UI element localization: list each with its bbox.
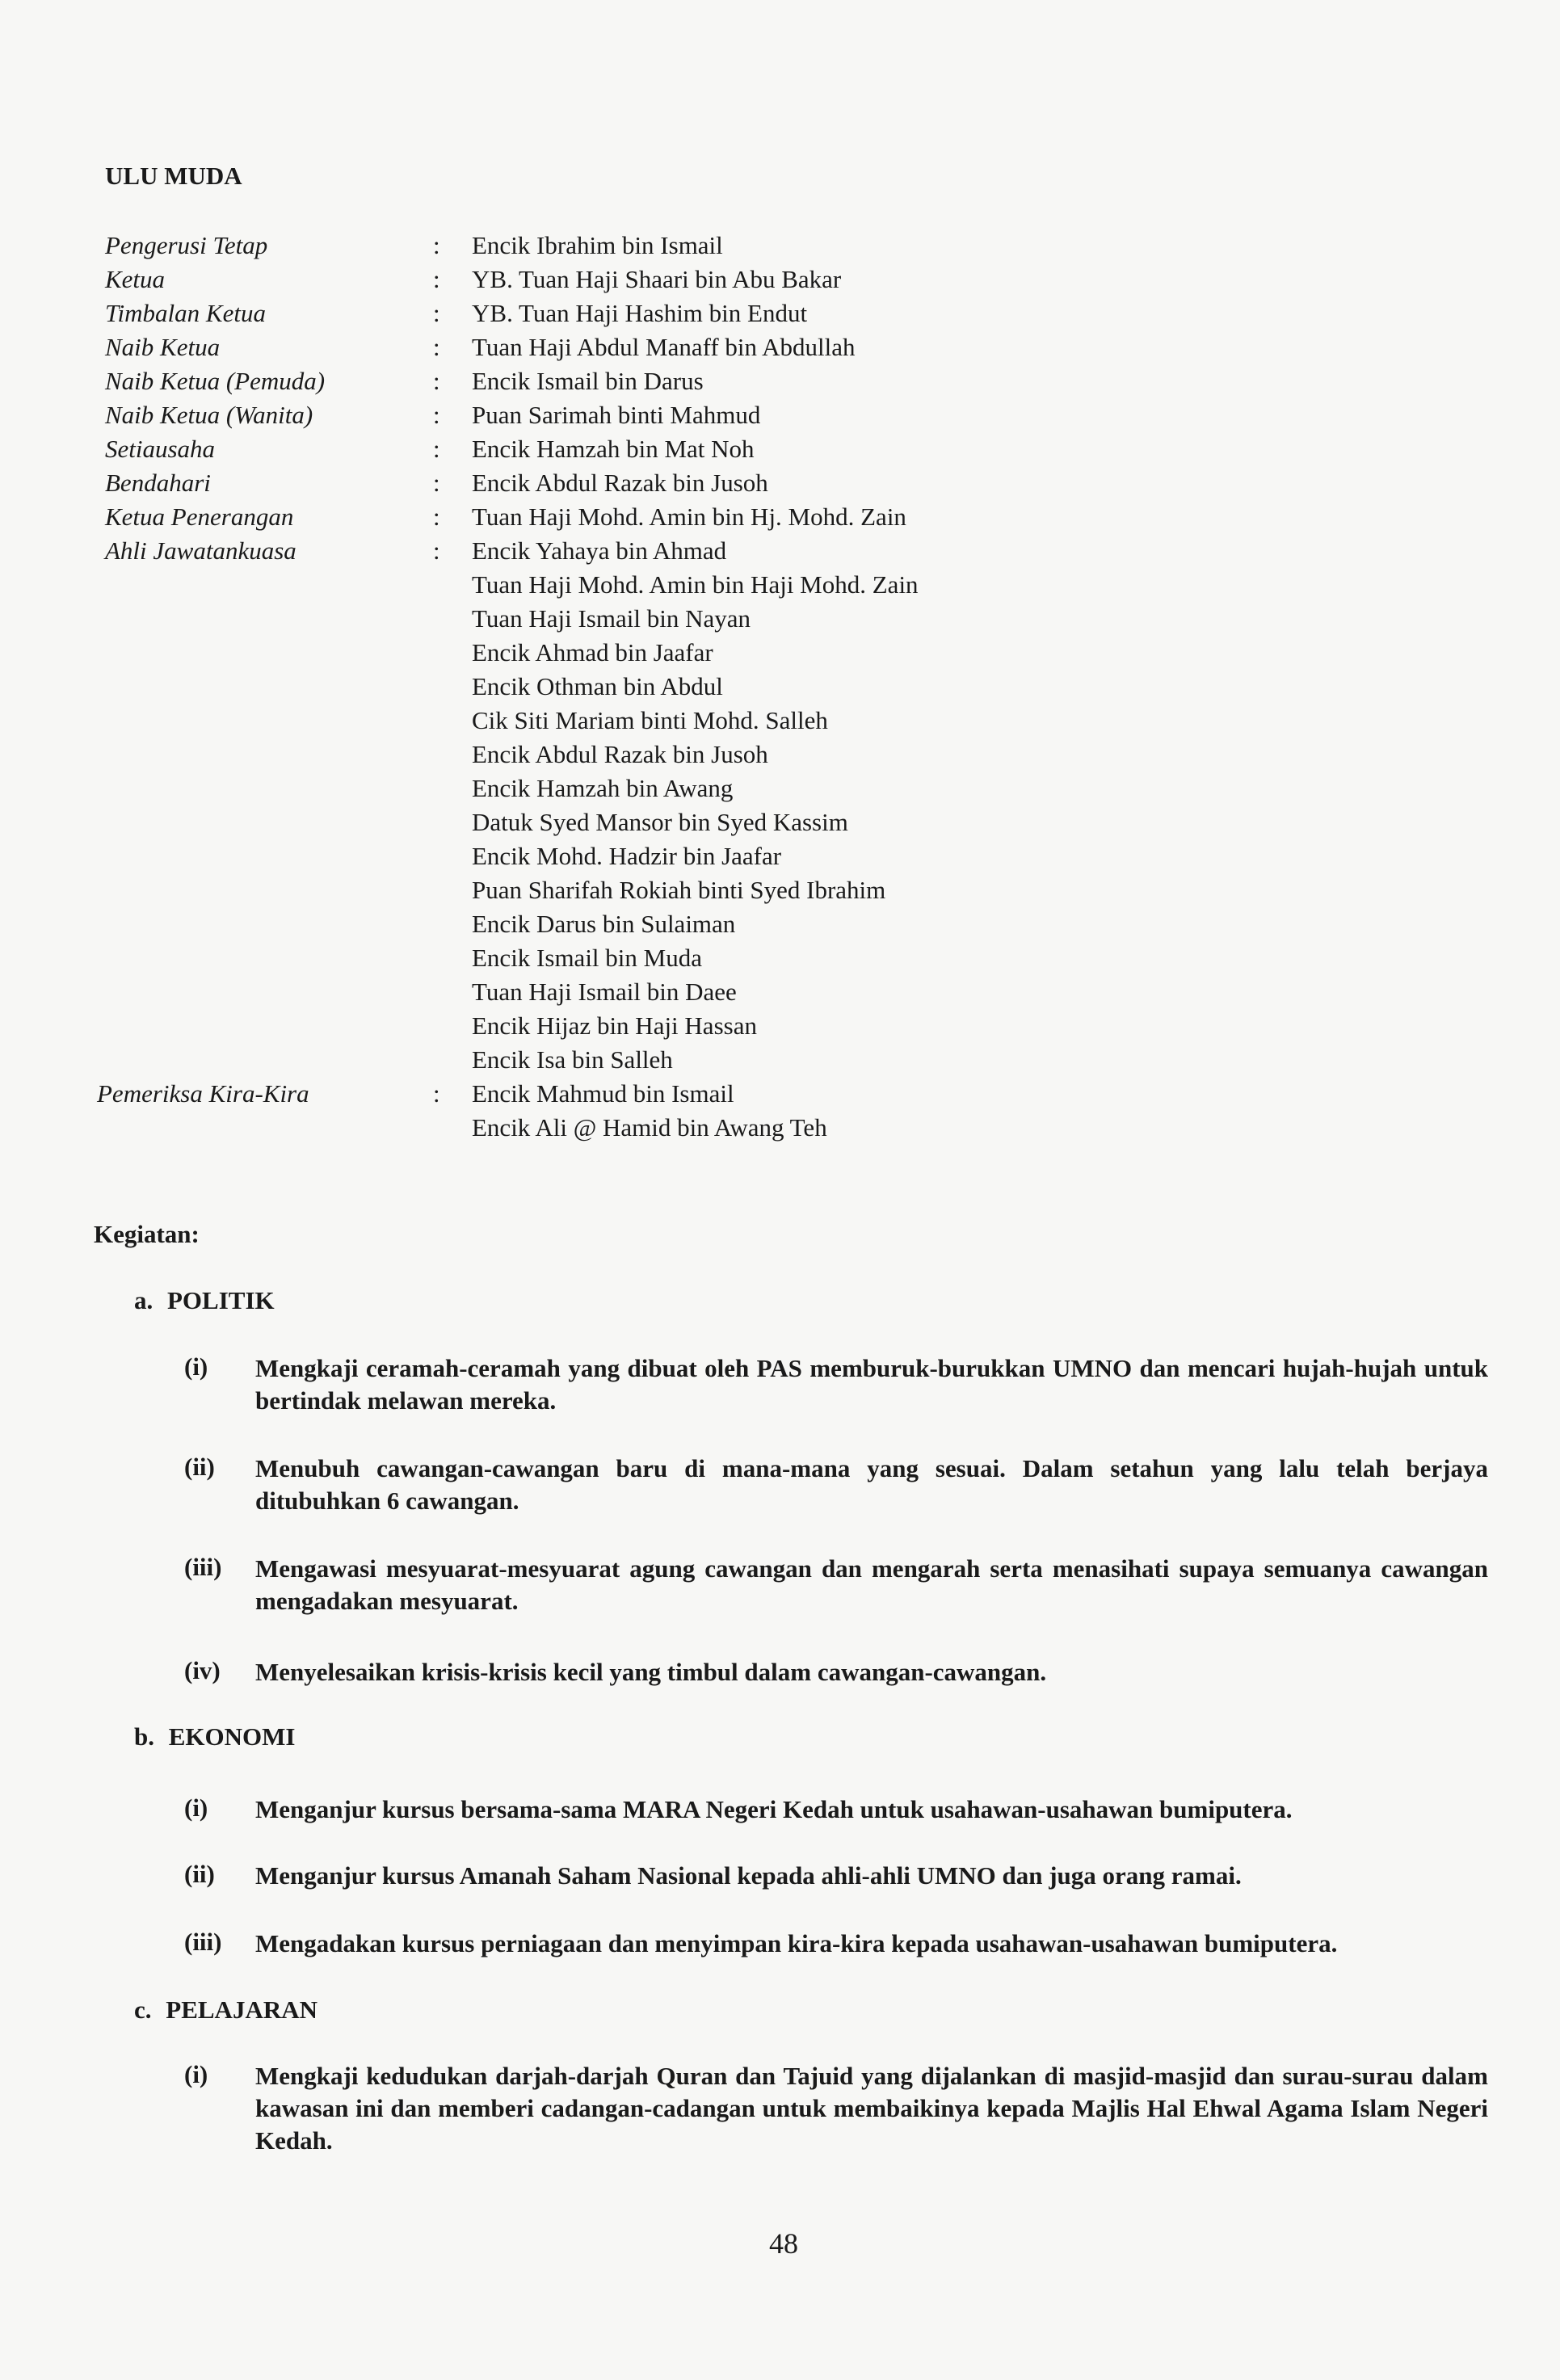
page-title: ULU MUDA (105, 162, 242, 190)
committee-row (0, 672, 1560, 706)
section-title: EKONOMI (168, 1722, 296, 1751)
item-text: Menganjur kursus Amanah Saham Nasional kepada ahli-ahli UMNO dan juga orang ramai. (255, 1861, 1242, 1890)
section-heading-pelajaran (134, 1995, 317, 2025)
member-name: Encik Hijaz bin Haji Hassan (472, 1011, 757, 1040)
item-number: (i) (184, 1352, 208, 1381)
item-number: (iii) (184, 1928, 222, 1956)
member-name: Encik Yahaya bin Ahmad (472, 536, 727, 565)
committee-row (0, 570, 1560, 604)
section-heading-ekonomi (134, 1722, 295, 1751)
committee-row (0, 944, 1560, 978)
committee-row (0, 1011, 1560, 1045)
item-text: Menganjur kursus bersama-sama MARA Negeri Kedah untuk usahawan-usahawan bumiputera. (255, 1795, 1293, 1823)
committee-row (0, 435, 1560, 469)
member-name: Encik Ibrahim bin Ismail (472, 231, 723, 259)
item-text: Mengadakan kursus perniagaan dan menyimpan kira-kira kepada usahawan-usahawan bumiputera. (255, 1929, 1338, 1957)
committee-row (0, 740, 1560, 774)
section-letter: c. (134, 1995, 152, 2024)
separator: : (433, 536, 440, 565)
member-name: Puan Sarimah binti Mahmud (472, 401, 761, 429)
committee-row (0, 401, 1560, 435)
separator: : (433, 435, 440, 463)
item-text: Mengkaji ceramah-ceramah yang dibuat oleh PAS memburuk-burukkan UMNO dan mencari hujah-hujah untuk bertindak melawan mereka. (255, 1354, 1488, 1415)
member-name: Tuan Haji Abdul Manaff bin Abdullah (472, 333, 856, 361)
committee-row (0, 638, 1560, 672)
separator: : (433, 299, 440, 327)
member-name: Tuan Haji Mohd. Amin bin Hj. Mohd. Zain (472, 502, 906, 531)
separator: : (433, 231, 440, 259)
committee-row (0, 299, 1560, 333)
committee-row (0, 978, 1560, 1011)
role-label: Pengerusi Tetap (105, 231, 268, 259)
member-name: Encik Isa bin Salleh (472, 1045, 673, 1074)
item-text: Menubuh cawangan-cawangan baru di mana-mana yang sesuai. Dalam setahun yang lalu telah berjaya ditubuhkan 6 cawangan. (255, 1454, 1488, 1515)
item-text: Mengkaji kedudukan darjah-darjah Quran dan Tajuid yang dijalankan di masjid-masjid dan surau-surau dalam kawasan ini dan memberi cadangan-cadangan untuk membaikinya kepada Majlis Hal Ehwal Agama Islam Negeri Kedah. (255, 2062, 1488, 2155)
activities-heading: Kegiatan: (94, 1220, 200, 1248)
committee-row (0, 333, 1560, 367)
member-name: Cik Siti Mariam binti Mohd. Salleh (472, 706, 828, 734)
member-name: Encik Hamzah bin Mat Noh (472, 435, 755, 463)
member-name: Puan Sharifah Rokiah binti Syed Ibrahim (472, 876, 886, 904)
member-name: Encik Abdul Razak bin Jusoh (472, 469, 768, 497)
separator: : (433, 502, 440, 531)
role-label: Naib Ketua (105, 333, 221, 361)
role-label: Pemeriksa Kira-Kira (97, 1079, 309, 1108)
member-name: Encik Darus bin Sulaiman (472, 910, 736, 938)
committee-row (0, 469, 1560, 502)
committee-row (0, 808, 1560, 842)
member-name: Encik Ismail bin Darus (472, 367, 704, 395)
member-name: YB. Tuan Haji Shaari bin Abu Bakar (472, 265, 842, 293)
committee-row (0, 910, 1560, 944)
member-name: Encik Abdul Razak bin Jusoh (472, 740, 768, 768)
committee-row (0, 1045, 1560, 1079)
member-name: Encik Mahmud bin Ismail (472, 1079, 734, 1108)
role-label: Ketua (105, 265, 166, 293)
section-letter: a. (134, 1286, 153, 1314)
member-name: Tuan Haji Ismail bin Daee (472, 978, 737, 1006)
page-number: 48 (769, 2227, 798, 2260)
role-label: Timbalan Ketua (105, 299, 266, 327)
committee-row (0, 1113, 1560, 1147)
separator: : (433, 367, 440, 395)
member-name: Encik Mohd. Hadzir bin Jaafar (472, 842, 782, 870)
committee-row (0, 536, 1560, 570)
role-label: Bendahari (105, 469, 211, 497)
member-name: Tuan Haji Ismail bin Nayan (472, 604, 751, 633)
item-text: Menyelesaikan krisis-krisis kecil yang timbul dalam cawangan-cawangan. (255, 1658, 1047, 1686)
role-label: Setiausaha (105, 435, 216, 463)
member-name: YB. Tuan Haji Hashim bin Endut (472, 299, 808, 327)
item-number: (ii) (184, 1453, 215, 1481)
section-title: PELAJARAN (166, 1995, 317, 2024)
section-heading-politik (134, 1286, 275, 1315)
role-label: Ahli Jawatankuasa (105, 536, 296, 565)
role-label: Naib Ketua (Pemuda) (105, 367, 326, 395)
item-number: (iv) (184, 1656, 221, 1684)
separator: : (433, 401, 440, 429)
item-number: (iii) (184, 1553, 222, 1581)
item-number: (i) (184, 2060, 208, 2088)
committee-row (0, 876, 1560, 910)
member-name: Datuk Syed Mansor bin Syed Kassim (472, 808, 848, 836)
section-letter: b. (134, 1722, 154, 1751)
committee-row (0, 367, 1560, 401)
item-text: Mengawasi mesyuarat-mesyuarat agung cawangan dan mengarah serta menasihati supaya semuanya cawangan mengadakan mesyuarat. (255, 1554, 1488, 1615)
committee-row (0, 502, 1560, 536)
committee-row (0, 1079, 1560, 1113)
member-name: Tuan Haji Mohd. Amin bin Haji Mohd. Zain (472, 570, 919, 599)
separator: : (433, 1079, 440, 1108)
separator: : (433, 265, 440, 293)
committee-row (0, 774, 1560, 808)
committee-row (0, 231, 1560, 265)
role-label: Naib Ketua (Wanita) (105, 401, 313, 429)
separator: : (433, 469, 440, 497)
separator: : (433, 333, 440, 361)
item-number: (i) (184, 1793, 208, 1822)
committee-row (0, 706, 1560, 740)
section-title: POLITIK (167, 1286, 275, 1314)
committee-row (0, 842, 1560, 876)
member-name: Encik Othman bin Abdul (472, 672, 723, 700)
item-number: (ii) (184, 1860, 215, 1888)
committee-row (0, 265, 1560, 299)
member-name: Encik Hamzah bin Awang (472, 774, 734, 802)
member-name: Encik Ismail bin Muda (472, 944, 702, 972)
role-label: Ketua Penerangan (105, 502, 294, 531)
committee-row (0, 604, 1560, 638)
member-name: Encik Ahmad bin Jaafar (472, 638, 713, 666)
member-name: Encik Ali @ Hamid bin Awang Teh (472, 1113, 827, 1142)
